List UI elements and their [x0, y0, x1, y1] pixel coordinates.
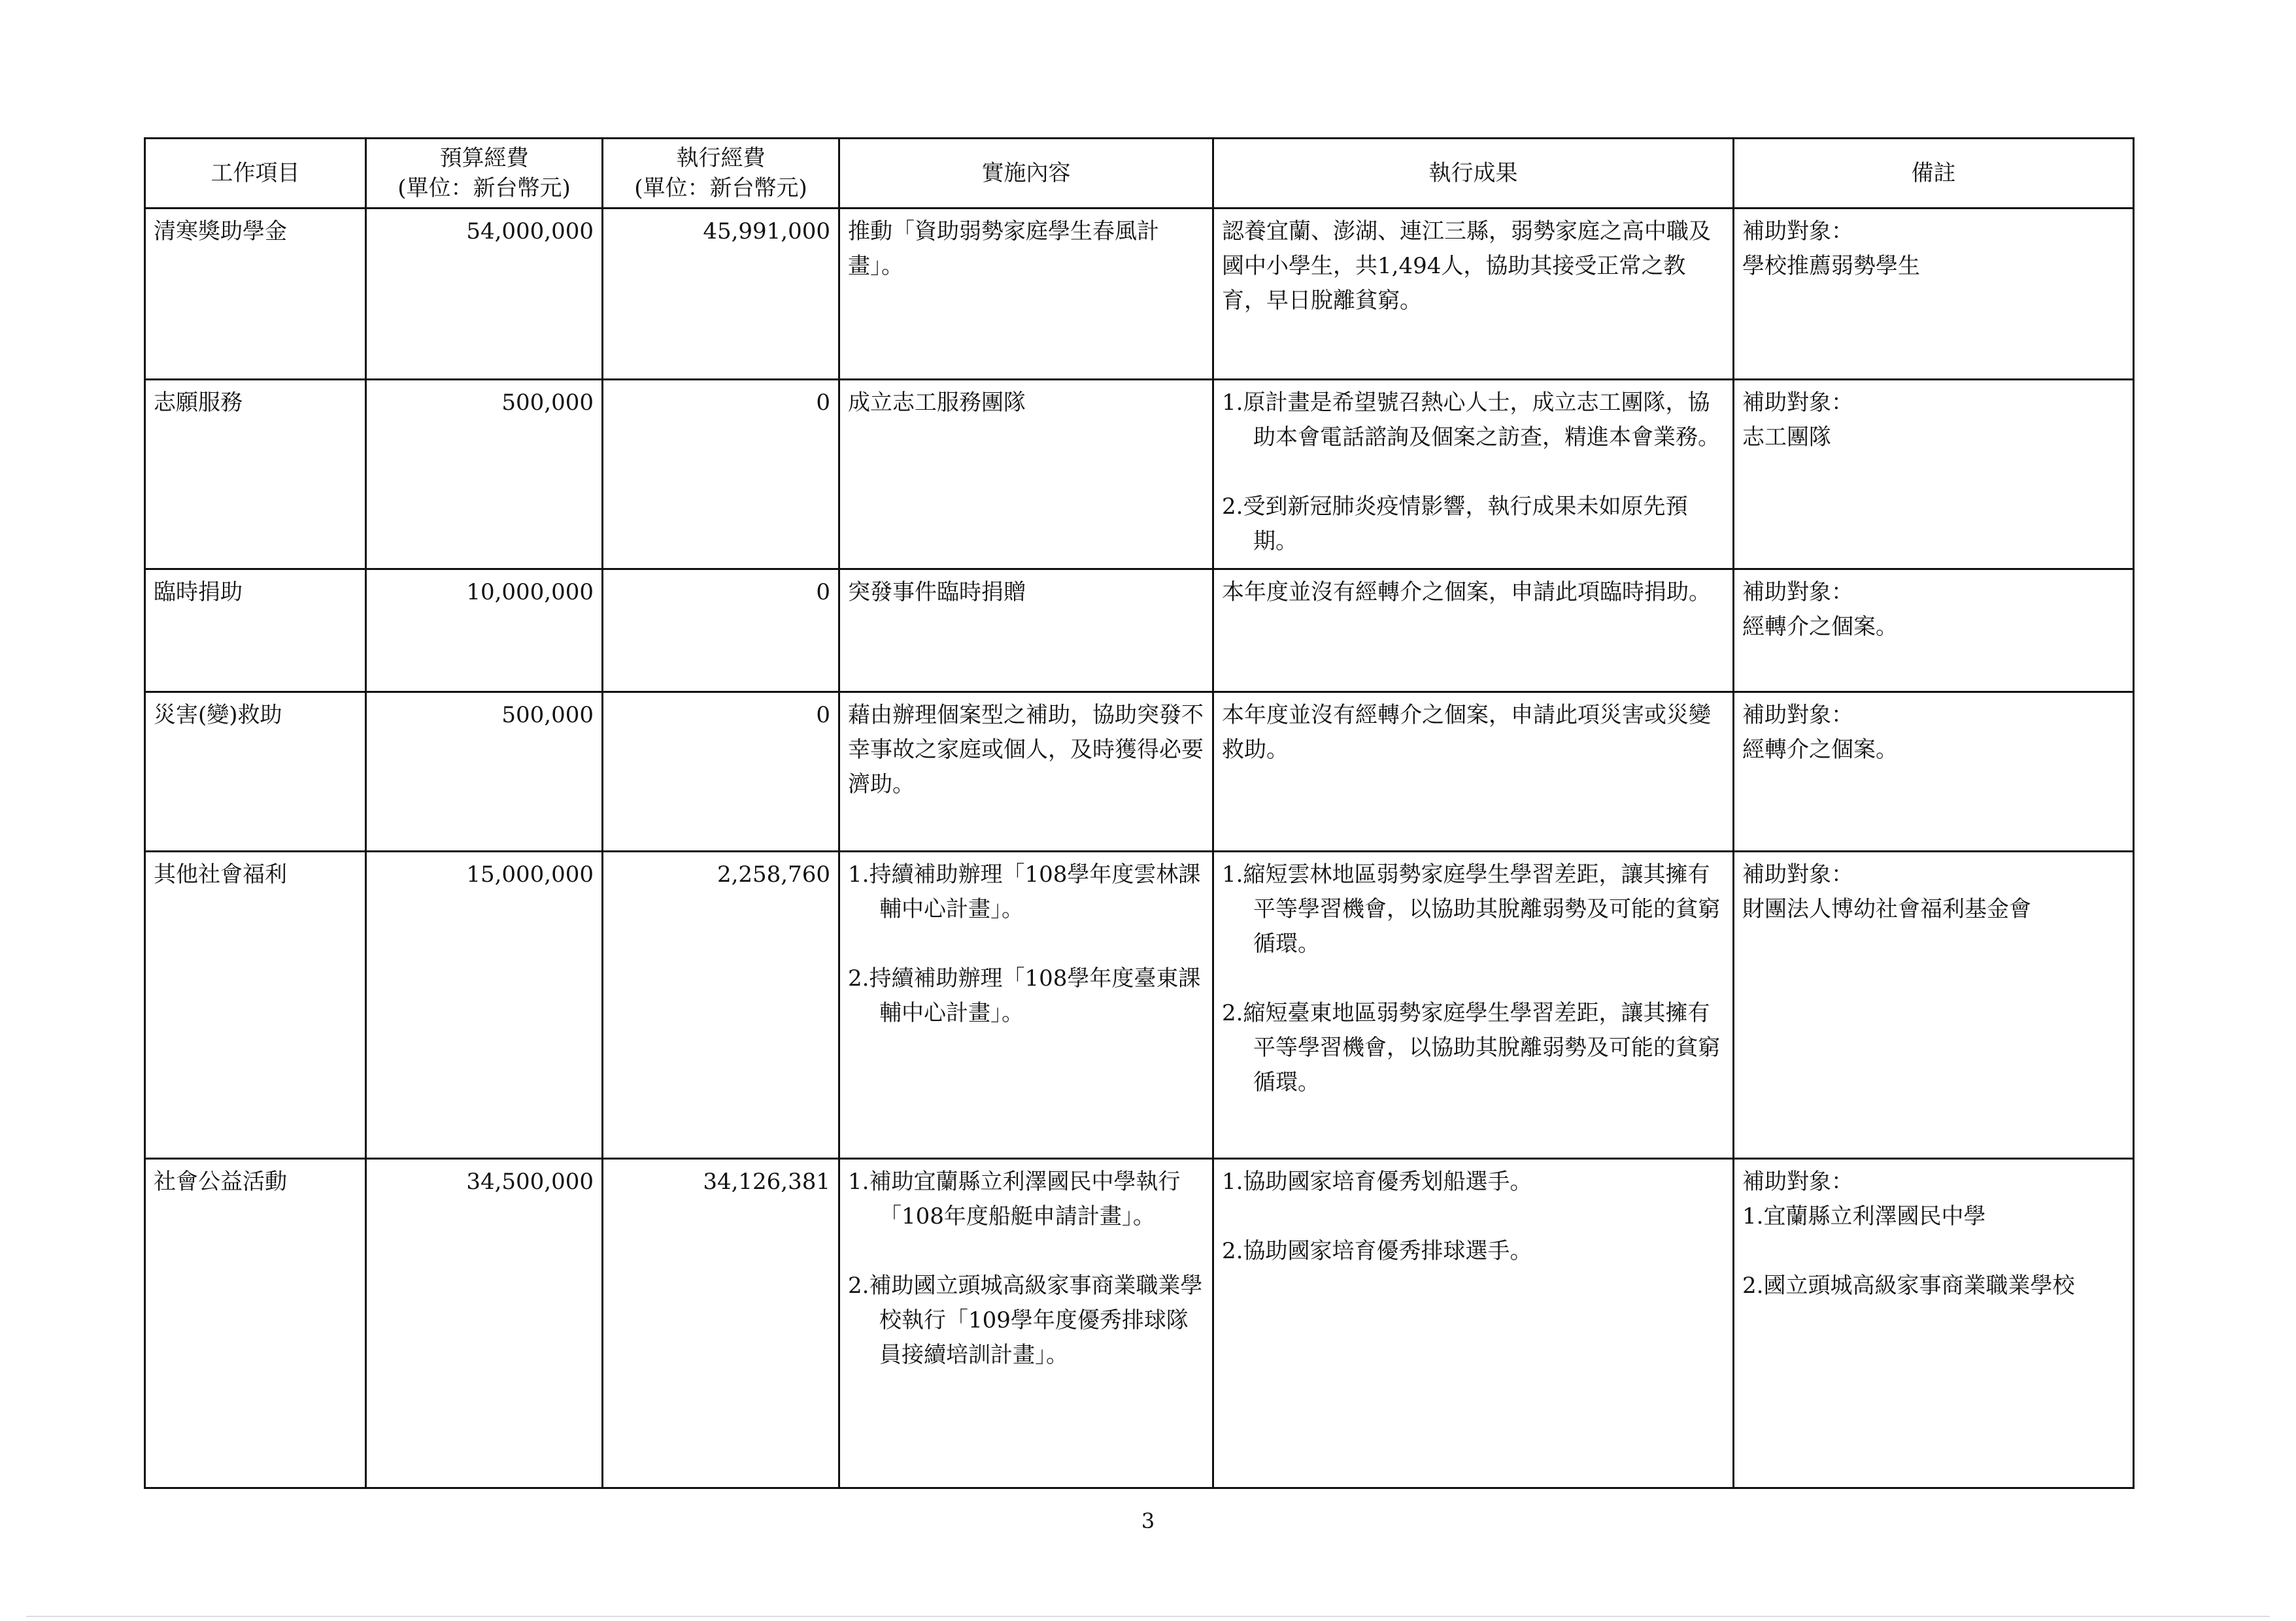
work-item-cell — [145, 209, 366, 380]
work-item-cell — [145, 1159, 366, 1488]
executed-amount: 0 — [816, 390, 830, 416]
result-item: 2.縮短臺東地區弱勢家庭學生學習差距，讓其擁有平等學習機會，以協助其脫離弱勢及可能的貧窮循環。 — [1222, 1000, 1720, 1095]
content-item: 成立志工服務團隊 — [848, 390, 1026, 416]
table-row — [145, 1159, 2134, 1488]
result-item: 2.受到新冠肺炎疫情影響，執行成果未如原先預期。 — [1222, 493, 1688, 554]
executed-amount: 0 — [816, 702, 830, 728]
content-item: 2.補助國立頭城高級家事商業職業學校執行「109學年度優秀排球隊員接續培訓計畫」。 — [848, 1273, 1203, 1368]
content-item: 1.補助宜蘭縣立利澤國民中學執行「108年度船艇申請計畫」。 — [848, 1169, 1181, 1229]
table-row — [145, 692, 2134, 852]
budget-amount: 500,000 — [501, 390, 594, 416]
header-content: 實施內容 — [839, 139, 1213, 209]
budget-cell — [366, 1159, 603, 1488]
table-header-row — [145, 139, 2134, 209]
result-item-list — [1222, 575, 1725, 610]
execution-result-cell — [1213, 692, 1734, 852]
executed-cell — [603, 569, 839, 692]
result-item-list — [1222, 214, 1725, 318]
executed-amount: 0 — [816, 579, 830, 605]
header-executed-unit: (單位：新台幣元) — [634, 175, 807, 201]
notes-label: 補助對象： — [1742, 579, 1853, 605]
notes-label: 補助對象： — [1742, 390, 1853, 416]
budget-cell — [366, 852, 603, 1159]
notes-cell — [1734, 569, 2134, 692]
page-number: 3 — [1141, 1509, 1155, 1533]
table-row — [145, 209, 2134, 380]
notes-label: 補助對象： — [1742, 861, 1853, 888]
budget-cell — [366, 569, 603, 692]
execution-result-cell — [1213, 209, 1734, 380]
content-item: 藉由辦理個案型之補助，協助突發不幸事故之家庭或個人，及時獲得必要濟助。 — [848, 702, 1204, 797]
result-item: 認養宜蘭、澎湖、連江三縣，弱勢家庭之高中職及國中小學生，共1,494人，協助其接受正常之教育，早日脫離貧窮。 — [1222, 218, 1711, 314]
header-budget — [366, 139, 603, 209]
executed-amount: 45,991,000 — [703, 218, 830, 244]
content-item-list — [848, 386, 1204, 420]
content-item-list — [848, 698, 1204, 802]
executed-amount: 2,258,760 — [717, 861, 830, 888]
implementation-content-cell — [839, 692, 1213, 852]
executed-cell — [603, 209, 839, 380]
work-item-cell — [145, 852, 366, 1159]
notes-item: 2.國立頭城高級家事商業職業學校 — [1742, 1273, 2075, 1299]
work-item-name: 災害(變)救助 — [154, 702, 282, 728]
notes-item: 學校推薦弱勢學生 — [1742, 253, 1920, 279]
content-item-list — [848, 1165, 1204, 1373]
result-item-list — [1222, 698, 1725, 767]
table-row — [145, 852, 2134, 1159]
content-item: 1.持續補助辦理「108學年度雲林課輔中心計畫」。 — [848, 861, 1201, 922]
executed-cell — [603, 852, 839, 1159]
header-executed-title: 執行經費 — [676, 145, 766, 171]
table-row — [145, 569, 2134, 692]
budget-cell — [366, 380, 603, 569]
table-body — [145, 209, 2134, 1488]
budget-cell — [366, 692, 603, 852]
work-item-cell — [145, 569, 366, 692]
executed-cell — [603, 380, 839, 569]
executed-amount: 34,126,381 — [703, 1169, 830, 1195]
work-item-name: 清寒獎助學金 — [154, 218, 287, 244]
header-budget-unit: (單位：新台幣元) — [397, 175, 571, 201]
notes-item: 經轉介之個案。 — [1742, 737, 1898, 763]
result-item: 1.原計畫是希望號召熱心人士，成立志工團隊，協助本會電話諮詢及個案之訪查，精進本會業務。 — [1222, 390, 1720, 450]
notes-label: 補助對象： — [1742, 1169, 1853, 1195]
result-item: 本年度並沒有經轉介之個案，申請此項災害或災變救助。 — [1222, 702, 1711, 763]
execution-result-cell — [1213, 569, 1734, 692]
content-item: 推動「資助弱勢家庭學生春風計畫」。 — [848, 218, 1159, 279]
content-item-list — [848, 858, 1204, 1031]
notes-label: 補助對象： — [1742, 218, 1853, 244]
budget-cell — [366, 209, 603, 380]
work-item-name: 臨時捐助 — [154, 579, 243, 605]
header-item: 工作項目 — [145, 139, 366, 209]
implementation-content-cell — [839, 380, 1213, 569]
notes-cell — [1734, 692, 2134, 852]
result-item-list — [1222, 386, 1725, 559]
work-item-cell — [145, 380, 366, 569]
budget-amount: 10,000,000 — [466, 579, 594, 605]
implementation-content-cell — [839, 1159, 1213, 1488]
content-item: 突發事件臨時捐贈 — [848, 579, 1026, 605]
notes-item: 經轉介之個案。 — [1742, 614, 1898, 640]
notes-cell — [1734, 380, 2134, 569]
result-item-list — [1222, 1165, 1725, 1269]
budget-amount: 34,500,000 — [466, 1169, 594, 1195]
implementation-content-cell — [839, 209, 1213, 380]
content-item: 2.持續補助辦理「108學年度臺東課輔中心計畫」。 — [848, 965, 1201, 1026]
work-item-name: 社會公益活動 — [154, 1169, 287, 1195]
executed-cell — [603, 692, 839, 852]
notes-label: 補助對象： — [1742, 702, 1853, 728]
header-budget-title: 預算經費 — [439, 145, 529, 171]
notes-item: 志工團隊 — [1742, 424, 1831, 450]
result-item: 1.縮短雲林地區弱勢家庭學生學習差距，讓其擁有平等學習機會，以協助其脫離弱勢及可能的貧窮循環。 — [1222, 861, 1720, 957]
header-results: 執行成果 — [1213, 139, 1734, 209]
notes-cell — [1734, 852, 2134, 1159]
header-notes: 備註 — [1734, 139, 2134, 209]
budget-amount: 54,000,000 — [466, 218, 594, 244]
execution-result-cell — [1213, 380, 1734, 569]
notes-cell — [1734, 1159, 2134, 1488]
budget-amount: 15,000,000 — [466, 861, 594, 888]
table-row — [145, 380, 2134, 569]
execution-result-cell — [1213, 852, 1734, 1159]
header-executed — [603, 139, 839, 209]
notes-item: 1.宜蘭縣立利澤國民中學 — [1742, 1203, 1986, 1229]
implementation-content-cell — [839, 852, 1213, 1159]
result-item: 本年度並沒有經轉介之個案，申請此項臨時捐助。 — [1222, 579, 1711, 605]
execution-result-cell — [1213, 1159, 1734, 1488]
result-item: 1.協助國家培育優秀划船選手。 — [1222, 1169, 1532, 1195]
notes-cell — [1734, 209, 2134, 380]
work-item-name: 志願服務 — [154, 390, 243, 416]
implementation-content-cell — [839, 569, 1213, 692]
notes-item: 財團法人博幼社會福利基金會 — [1742, 896, 2031, 922]
content-item-list — [848, 575, 1204, 610]
result-item: 2.協助國家培育優秀排球選手。 — [1222, 1238, 1532, 1264]
budget-amount: 500,000 — [501, 702, 594, 728]
work-item-cell — [145, 692, 366, 852]
bottom-rule — [26, 1616, 2270, 1617]
work-item-name: 其他社會福利 — [154, 861, 287, 888]
executed-cell — [603, 1159, 839, 1488]
content-item-list — [848, 214, 1204, 284]
budget-execution-table — [144, 137, 2135, 1489]
result-item-list — [1222, 858, 1725, 1100]
